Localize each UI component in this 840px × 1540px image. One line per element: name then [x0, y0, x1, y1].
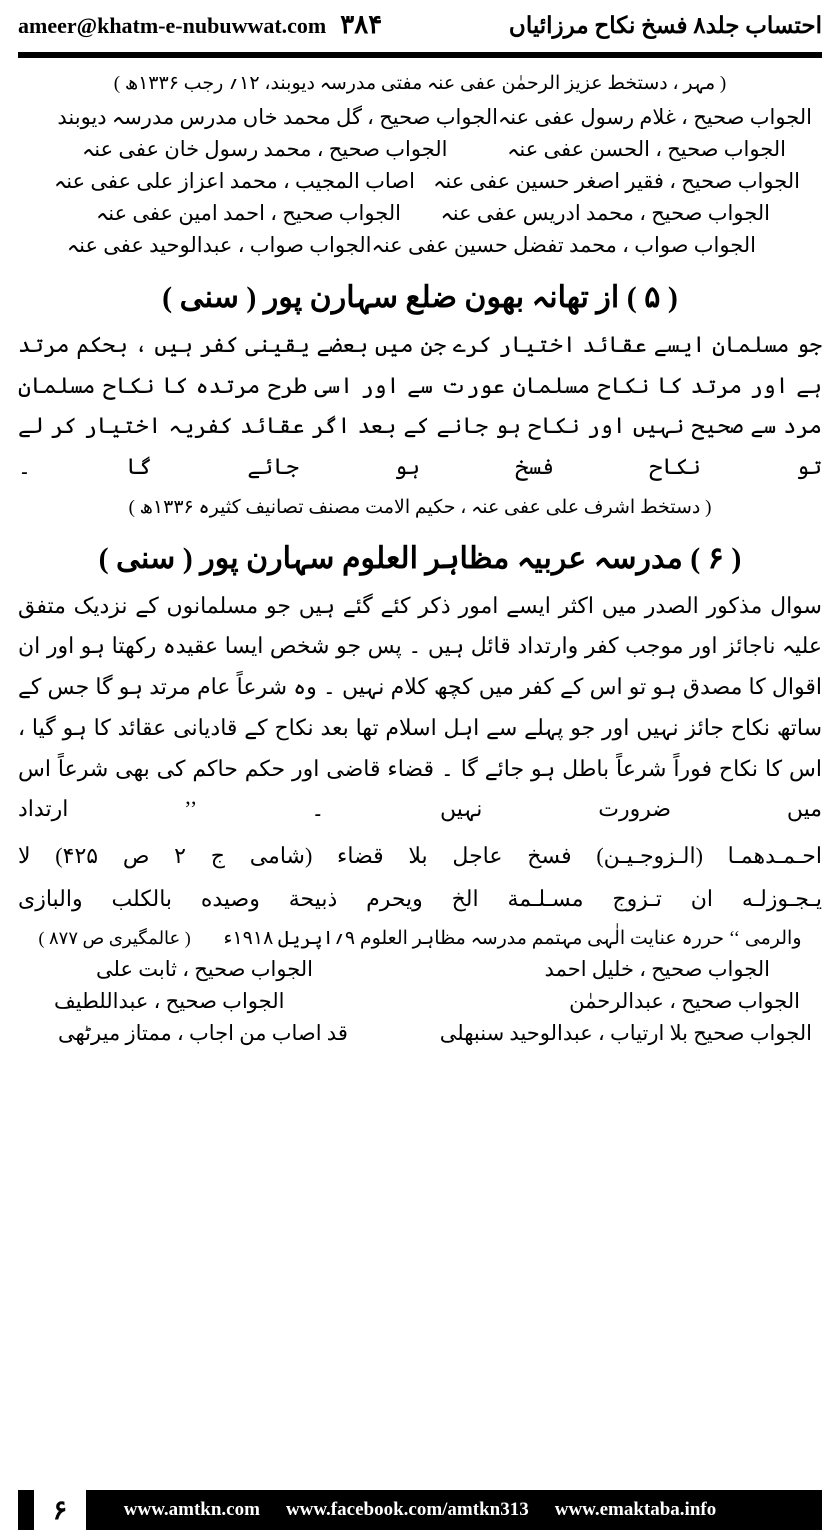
- page-footer: [0, 1482, 840, 1540]
- signature-left: الجواب صحیح ، احمد امین عفی عنہ: [96, 201, 402, 225]
- header-left-group: [18, 10, 382, 40]
- signature-row: [18, 989, 822, 1014]
- signature-right: الجواب صحیح ، الحسن عفی عنہ: [507, 137, 786, 161]
- signature-left: الجواب صحیح ، محمد رسول خان عفی عنہ: [82, 137, 448, 161]
- signature-right: الجواب صحیح بلا ارتیاب ، عبدالوحید سنبھلی: [439, 1021, 812, 1046]
- signature-row: [18, 233, 822, 258]
- side-reference-note: ( عالمگیری ص ۸۷۷ ): [38, 928, 191, 949]
- signature-right: الجواب صحیح ، غلام رسول عفی عنہ: [498, 105, 812, 129]
- signature-row: [18, 169, 822, 194]
- contact-email: ameer@khatm-e-nubuwwat.com: [18, 13, 327, 38]
- page-number-header: ۳۸۴: [340, 10, 383, 39]
- signature-left: قد اصاب من اجاب ، ممتاز میرٹھی: [58, 1021, 348, 1046]
- arabic-quote-line-2: يـجـوزلـه ان تـزوج مسـلـمة الخ ويحرم ذبيحة وصيده بالكلب والبازی: [18, 886, 822, 912]
- section-heading-5: ( ۵ ) از تھانہ بھون ضلع سہارن پور ( سنی ): [162, 281, 678, 314]
- header-row: [18, 10, 822, 40]
- signature-right: الجواب صحیح ، خلیل احمد: [544, 957, 770, 982]
- signature-row: [18, 201, 822, 226]
- signature-left: الجواب صواب ، عبدالوحید عفی عنہ: [66, 233, 372, 257]
- header-divider: [18, 52, 822, 58]
- signature-left: الجواب صحیح ، گل محمد خاں مدرس مدرسہ دیوبند: [57, 105, 498, 129]
- signature-row: [18, 137, 822, 162]
- book-title: احتساب جلد۸ فسخ نکاح مرزائیاں: [508, 13, 822, 38]
- footer-link-facebook[interactable]: www.facebook.com/amtkn313: [285, 1499, 529, 1520]
- section-heading-6: ( ۶ ) مدرسہ عربیہ مظاہر العلوم سہارن پور ( سنی ): [98, 541, 742, 575]
- signature-right: الجواب صحیح ، محمد ادریس عفی عنہ: [440, 201, 770, 225]
- signature-row: [18, 957, 822, 982]
- signature-row: [18, 105, 822, 130]
- signature-left: اصاب المجیب ، محمد اعزاز علی عفی عنہ: [54, 169, 415, 193]
- footer-link-emaktaba[interactable]: www.emaktaba.info: [554, 1499, 717, 1520]
- arabic-quote-line-3: والرمی ‘‘ حررہ عنایت الٰہی مہتمم مدرسہ مظاہر العلوم ۹؍اپریل ۱۹۱۸ء: [223, 928, 802, 950]
- paragraph-6: سوال مذکور الصدر میں اکثر ایسے امور ذکر کئے گئے ہیں جو مسلمانوں کے نزدیک متفق علیہ ناجائز اور موجب کفر وارتداد قائل ہیں ۔ پس جو شخص ایسا عقیدہ رکھتا ہو اور ان اقوال کا مصدق ہو تو اس کے کفر میں کچھ کلام نہیں ۔ وہ شرعاً عام مرتد ہو گا جس کے ساتھ نکاح جائز نہیں اور جو پہلے سے اہل اسلام تھا بعد نکاح کے قادیانی عقائد کا ہو گیا ، اس کا نکاح فوراً شرعاً باطل ہو جائے گا ۔ قضاء قاضی اور حکم حاکم کی بھی شرعاً اس میں ضرورت نہیں ۔ ’’ ارتداد: [18, 592, 822, 822]
- page-header: [0, 0, 840, 62]
- footer-link-bar: [18, 1490, 822, 1530]
- attribution-5: ( دستخط اشرف علی عفی عنہ ، حکیم الامت مصنف تصانیف کثیرہ ۱۳۳۶ھ ): [128, 496, 712, 518]
- paragraph-5: جو مسلمان ایسے عقائد اختیار کرے جن میں بعضے یقینی کفر ہیں ، بحکم مرتد ہے اور مرتد کا نکاح مسلمان عورت سے اور اسی طرح مرتدہ کا نکاح مسلمان مرد سے صحیح نہیں اور نکاح ہو جانے کے بعد اگر عقائد کفریہ اختیار کر لے تو نکاح فسخ ہو جائے گا ۔: [18, 332, 822, 480]
- footer-link-website[interactable]: www.amtkn.com: [123, 1499, 260, 1520]
- signature-right: الجواب صواب ، محمد تفضل حسین عفی عنہ: [371, 233, 756, 257]
- document-body: [18, 66, 822, 1053]
- signature-right: الجواب صحیح ، فقیر اصغر حسین عفی عنہ: [433, 169, 800, 193]
- signature-right: الجواب صحیح ، عبدالرحمٰن: [569, 989, 800, 1014]
- reference-line-1: ( مہر ، دستخط عزیز الرحمٰن عفی عنہ مفتی مدرسہ دیوبند، ۱۲؍ رجب ۱۳۳۶ھ ): [113, 73, 727, 94]
- arabic-quote-line-1: احـمـدهمـا (الـزوجـيـن) فسخ عاجل بلا قضاء (شامی ج ۲ ص ۴۲۵) لا: [18, 842, 822, 868]
- signature-left: الجواب صحیح ، ثابت علی: [96, 957, 313, 982]
- page-number-footer: ۶: [34, 1486, 86, 1534]
- signature-row: [18, 1021, 822, 1046]
- arabic-quote-line-3-row: [18, 927, 822, 950]
- signature-left: الجواب صحیح ، عبداللطیف: [54, 989, 285, 1014]
